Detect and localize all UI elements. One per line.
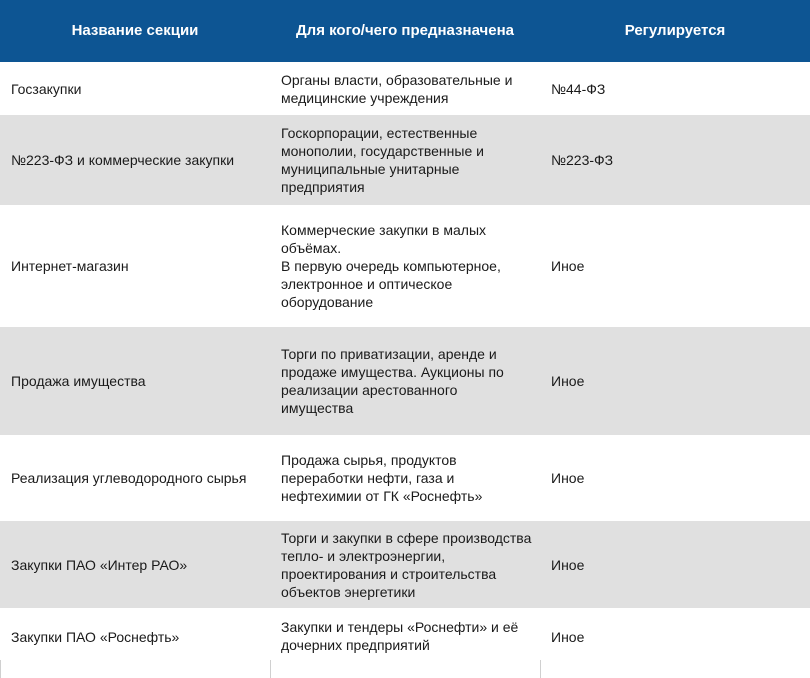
column-divider xyxy=(540,660,541,678)
table-row xyxy=(0,521,810,608)
table-row xyxy=(0,62,810,115)
table-row xyxy=(0,608,810,660)
cell-regulated: Иное xyxy=(551,258,585,274)
table-row xyxy=(0,327,810,435)
cell-section: Продажа имущества xyxy=(11,373,146,389)
cell-purpose: Закупки и тендеры «Роснефти» и её дочерних предприятий xyxy=(281,619,519,653)
table-bottom-edge xyxy=(0,660,810,678)
cell-section: №223-ФЗ и коммерческие закупки xyxy=(11,152,235,168)
table-header xyxy=(0,0,810,62)
cell-section: Интернет-магазин xyxy=(11,258,129,274)
cell-purpose: Органы власти, образовательные и медицинские учреждения xyxy=(281,71,513,106)
cell-regulated: Иное xyxy=(551,373,585,389)
column-divider xyxy=(0,660,1,678)
cell-purpose: Продажа сырья, продуктов переработки нефти, газа и нефтехимии от ГК «Роснефть» xyxy=(281,452,483,504)
cell-regulated: №223-ФЗ xyxy=(551,152,614,168)
cell-section: Закупки ПАО «Роснефть» xyxy=(11,629,180,645)
cell-regulated: Иное xyxy=(551,629,585,645)
table-row xyxy=(0,435,810,521)
header-regulated: Регулируется xyxy=(624,21,726,39)
cell-purpose: Торги по приватизации, аренде и продаже имущества. Аукционы по реализации арестованного имущества xyxy=(281,346,504,416)
table-row xyxy=(0,115,810,205)
cell-regulated: №44-ФЗ xyxy=(551,80,606,97)
header-section: Название секции xyxy=(71,21,199,39)
cell-section: Реализация углеводородного сырья xyxy=(11,470,247,486)
header-purpose: Для кого/чего предназначена xyxy=(295,21,515,39)
cell-purpose: Торги и закупки в сфере производства тепло- и электроэнергии, проектирования и строительства объектов энергетики xyxy=(281,529,532,600)
cell-regulated: Иное xyxy=(551,470,585,486)
cell-section: Госзакупки xyxy=(11,80,82,97)
table-row xyxy=(0,205,810,327)
cell-section: Закупки ПАО «Интер РАО» xyxy=(11,556,188,573)
cell-purpose: Госкорпорации, естественные монополии, государственные и муниципальные унитарные предприятия xyxy=(281,125,484,195)
cell-regulated: Иное xyxy=(551,556,585,573)
column-divider xyxy=(270,660,271,678)
cell-purpose: Коммерческие закупки в малых объёмах. В первую очередь компьютерное, электронное и оптическое оборудование xyxy=(281,222,501,310)
